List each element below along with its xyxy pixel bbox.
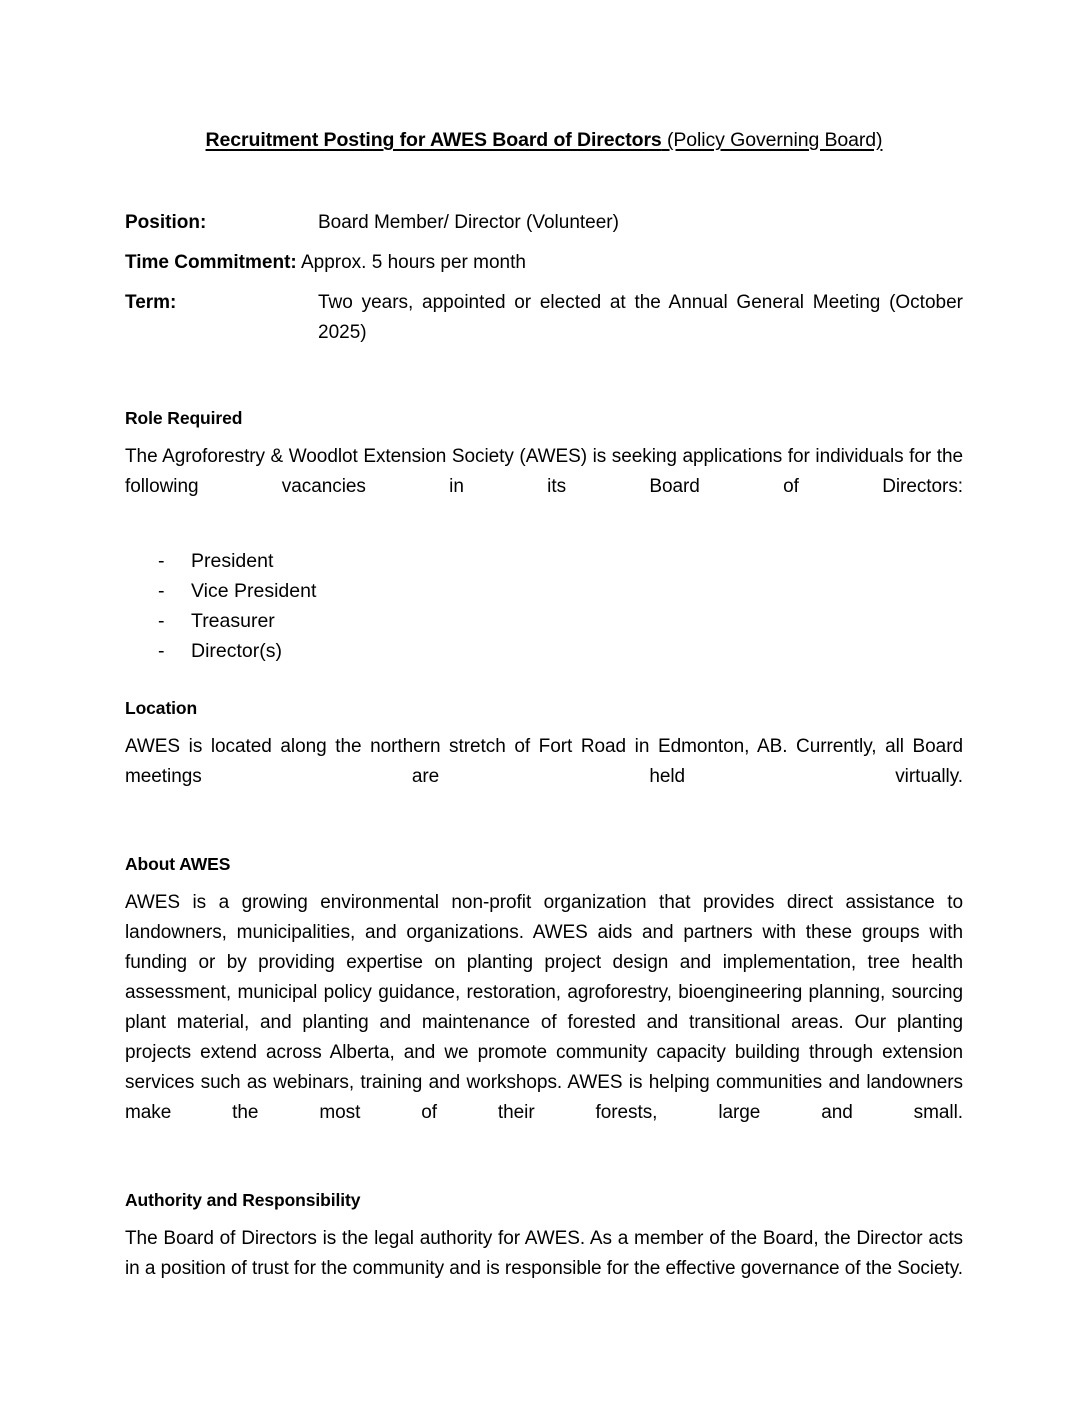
vacancy-list bbox=[125, 532, 963, 666]
section-paragraph-role-required: The Agroforestry & Woodlot Extension Society (AWES) is seeking applications for individuals for the following vacancies in its Board of Directors: bbox=[125, 446, 963, 497]
list-item bbox=[125, 546, 963, 576]
list-item bbox=[125, 576, 963, 606]
section-paragraph-location: AWES is located along the northern stretch of Fort Road in Edmonton, AB. Currently, all Board meetings are held virtually. bbox=[125, 736, 963, 787]
spacer bbox=[125, 1158, 963, 1170]
dash-bullet-icon: - bbox=[158, 610, 165, 632]
page-title bbox=[125, 0, 963, 154]
document-content bbox=[125, 0, 963, 1314]
dash-bullet-icon: - bbox=[158, 550, 165, 572]
spacer bbox=[125, 666, 963, 678]
list-item-label: Treasurer bbox=[191, 610, 275, 632]
dash-bullet-icon: - bbox=[158, 640, 165, 662]
page-title-bold-part: Recruitment Posting for AWES Board of Directors bbox=[205, 129, 662, 151]
section-heading-location: Location bbox=[125, 698, 198, 718]
list-item bbox=[125, 636, 963, 666]
section-heading-authority-and-responsibility: Authority and Responsibility bbox=[125, 1190, 361, 1210]
list-item bbox=[125, 606, 963, 636]
section-heading-about-awes: About AWES bbox=[125, 854, 231, 874]
section-heading-role-required: Role Required bbox=[125, 408, 243, 428]
list-item-label: Vice President bbox=[191, 580, 317, 602]
list-item-label: President bbox=[191, 550, 274, 572]
dash-bullet-icon: - bbox=[158, 580, 165, 602]
field-value-position: Board Member/ Director (Volunteer) bbox=[318, 212, 619, 233]
field-row-position bbox=[125, 208, 963, 238]
page-title-regular-part: (Policy Governing Board) bbox=[661, 129, 883, 151]
spacer bbox=[125, 822, 963, 834]
field-value-term: Two years, appointed or elected at the Annual General Meeting (October 2025) bbox=[318, 292, 963, 343]
field-row-term bbox=[125, 288, 963, 378]
list-item-label: Director(s) bbox=[191, 640, 282, 662]
field-row-time-commitment bbox=[125, 248, 963, 278]
section-paragraph-authority-and-responsibility: The Board of Directors is the legal authority for AWES. As a member of the Board, the Director acts in a position of trust for the community and is responsible for the effective governance of the Society. bbox=[125, 1228, 963, 1279]
field-label-position: Position: bbox=[125, 212, 207, 233]
field-label-term: Term: bbox=[125, 292, 177, 313]
field-label-time-commitment: Time Commitment: bbox=[125, 252, 297, 273]
section-paragraph-about-awes: AWES is a growing environmental non-profit organization that provides direct assistance to landowners, municipalities, and organizations. AWES aids and partners with these groups with funding or by providing expertise on planting project design and implementation, tree health assessment, municipal policy guidance, restoration, agroforestry, bioengineering planning, sourcing plant material, and planting and maintenance of forested and transitional areas. Our planting projects extend across Alberta, and we promote community capacity building through extension services such as webinars, training and workshops. AWES is helping communities and landowners make the most of their forests, large and small. bbox=[125, 892, 963, 1123]
field-list bbox=[125, 208, 963, 378]
field-value-time-commitment: Approx. 5 hours per month bbox=[296, 252, 526, 273]
